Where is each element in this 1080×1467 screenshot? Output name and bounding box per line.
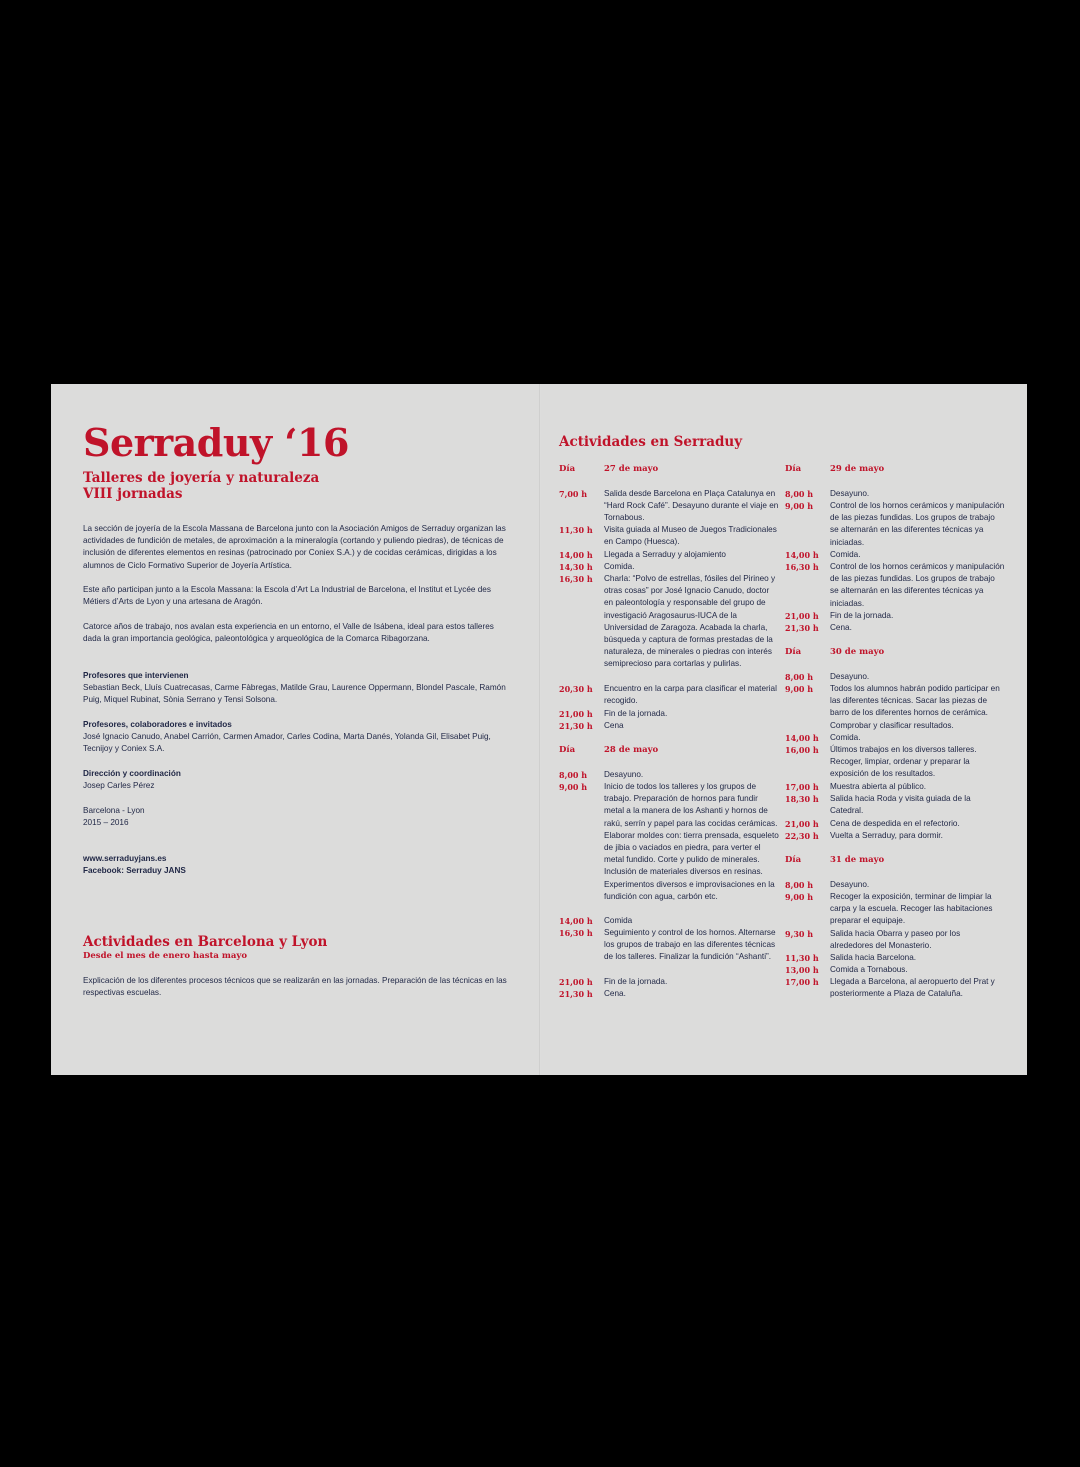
entry-text: Charla: “Polvo de estrellas, fósiles del Pirineo y otras cosas” por José Ignacio Canudo, doctor en paleontología y responsable del grupo de investigació Aragosaurus-IUCA de la Universidad de Zaragoza. Acabada la charla, búsqueda y captura de formas prestadas de la naturaleza, de minerales o piedras con interés semiprecioso para cortarlas y pulirlas. [604, 574, 776, 669]
entry-time: 14,00 h [559, 916, 593, 926]
activities-title: Actividades en Serraduy [559, 434, 743, 450]
entry-time: 14,30 h [559, 562, 593, 572]
day-label: Día [785, 647, 802, 657]
entry-text: Control de los hornos cerámicos y manipulación de las piezas fundidas. Los grupos de trabajo se alternarán en las diferentes técnicas ya iniciadas. [830, 562, 1005, 608]
day-date: 29 de mayo [830, 464, 885, 474]
entry-time: 21,00 h [559, 977, 593, 987]
colaboradores-list: José Ignacio Canudo, Anabel Carrión, Carmen Amador, Carles Codina, Marta Danés, Yolanda Gil, Elisabet Puig, Tecnijoy y Coniex S.A. [83, 732, 491, 754]
entry-text: Llegada a Serraduy y alojamiento [604, 550, 726, 559]
intro-paragraph-3: Catorce años de trabajo, nos avalan esta experiencia en un entorno, el Valle de Isábena, ideal para estos talleres dada la gran importancia geológica, paleontológica y arqueológica de la Comarca Ribagorzana. [83, 622, 494, 644]
entry-time: 16,30 h [559, 574, 593, 584]
place: Barcelona - Lyon [83, 806, 145, 815]
entry-time: 9,00 h [785, 501, 814, 511]
entry-time: 20,30 h [559, 684, 593, 694]
entry-time: 16,30 h [785, 562, 819, 572]
entry-time: 8,00 h [559, 770, 588, 780]
entry-text: Llegada a Barcelona, al aeropuerto del Prat y posteriormente a Plaza de Cataluña. [830, 977, 995, 999]
day-header [559, 745, 658, 755]
entry-time: 11,30 h [559, 525, 593, 535]
entry-text: Desayuno. [830, 672, 870, 681]
subtitle-line-2: VIII jornadas [83, 486, 183, 502]
entry-time: 21,00 h [785, 819, 819, 829]
day-date: 30 de mayo [830, 647, 885, 657]
entry-time: 14,00 h [559, 550, 593, 560]
entry-text: Encuentro en la carpa para clasificar el material recogido. [604, 684, 777, 706]
entry-time: 14,00 h [785, 733, 819, 743]
colaboradores-block [83, 719, 513, 756]
entry-time: 9,00 h [785, 892, 814, 902]
day-header [785, 647, 884, 657]
section-barcelona-lyon-text: Explicación de los diferentes procesos técnicos que se realizarán en las jornadas. Preparación de las técnicas en las respectivas escuelas. [83, 976, 507, 998]
day-label: Día [559, 464, 576, 474]
entry-text: Cena de despedida en el refectorio. [830, 819, 960, 828]
entry-time: 13,00 h [785, 965, 819, 975]
entry-time: 8,00 h [785, 880, 814, 890]
section-barcelona-lyon-subtitle: Desde el mes de enero hasta mayo [83, 951, 248, 961]
entry-text: Comida [604, 916, 633, 925]
entry-time: 9,00 h [559, 782, 588, 792]
entry-text: Fin de la jornada. [830, 611, 894, 620]
website-link[interactable]: www.serraduyjans.es [83, 854, 167, 863]
entry-time: 22,30 h [785, 831, 819, 841]
intro-paragraph-2: Este año participan junto a la Escola Massana: la Escola d’Art La Industrial de Barcelona, el Institut et Lycée des Métiers d’Arts de Lyon y una artesana de Aragón. [83, 585, 491, 607]
entry-text: Fin de la jornada. [604, 709, 668, 718]
day-header [785, 855, 884, 865]
entry-time: 14,00 h [785, 550, 819, 560]
entry-time: 11,30 h [785, 953, 819, 963]
entry-time: 8,00 h [785, 489, 814, 499]
years: 2015 – 2016 [83, 818, 129, 828]
entry-text: Comida a Tornabous. [830, 965, 908, 974]
direccion-name: Josep Carles Pérez [83, 781, 155, 791]
entry-text: Muestra abierta al público. [830, 782, 927, 791]
entry-text: Desayuno. [830, 489, 870, 498]
entry-time: 16,00 h [785, 745, 819, 755]
entry-text: Salida hacia Barcelona. [830, 953, 917, 962]
place-block [83, 805, 513, 829]
day-date: 27 de mayo [604, 464, 659, 474]
entry-text: Cena. [604, 989, 626, 998]
entry-text: Inicio de todos los talleres y los grupos de trabajo. Preparación de hornos para fundir metal a la manera de los Ashanti y hornos de rakú, serrín y papel para las cocidas cerámicas. Elaborar moldes con: tierra prensada, esqueleto de jibia o vaciados en piedra, para verter el metal fundido. Corte y pulido de minerales. Inclusión de materiales diversos en resinas. Experimentos diversos e improvisaciones en la fundición con agua, carbón etc. [604, 782, 779, 901]
day-date: 28 de mayo [604, 745, 659, 755]
entry-time: 21,00 h [559, 709, 593, 719]
entry-text: Comida. [830, 550, 861, 559]
profesores-list: Sebastian Beck, Lluís Cuatrecasas, Carme Fàbregas, Matilde Grau, Laurence Oppermann, Blondel Pascale, Ramón Puig, Miquel Rubinat, Sònia Serrano y Tensi Solsona. [83, 683, 506, 705]
entry-time: 18,30 h [785, 794, 819, 804]
entry-text: Control de los hornos cerámicos y manipulación de las piezas fundidas. Los grupos de trabajo se alternarán en las diferentes técnicas ya iniciadas. [830, 501, 1005, 547]
entry-time: 7,00 h [559, 489, 588, 499]
entry-time: 16,30 h [559, 928, 593, 938]
direccion-block [83, 768, 513, 792]
entry-text: Desayuno. [604, 770, 644, 779]
entry-time: 8,00 h [785, 672, 814, 682]
brochure-sheet [51, 384, 1027, 1075]
day-label: Día [785, 464, 802, 474]
entry-time: 9,00 h [785, 684, 814, 694]
entry-text: Desayuno. [830, 880, 870, 889]
entry-text: Todos los alumnos habrán podido participar en las diferentes técnicas. Sacar las piezas de barro de los diferentes hornos de cerámica. Comprobar y clasificar resultados. [830, 684, 1000, 730]
entry-text: Seguimiento y control de los hornos. Alternarse los grupos de trabajo en las diferentes técnicas de los talleres. Finalizar la fundición “Ashanti”. [604, 928, 776, 962]
entry-time: 21,30 h [785, 623, 819, 633]
entry-text: Últimos trabajos en los diversos talleres. Recoger, limpiar, ordenar y preparar la exposición de los resultados. [830, 745, 977, 779]
entry-time: 9,30 h [785, 929, 814, 939]
entry-text: Fin de la jornada. [604, 977, 668, 986]
page-title: Serraduy ‘16 [83, 420, 349, 465]
contact-block [83, 853, 513, 877]
subtitle [83, 470, 319, 502]
direccion-label: Dirección y coordinación [83, 769, 181, 778]
day-header [559, 464, 658, 474]
entry-time: 17,00 h [785, 782, 819, 792]
profesores-block [83, 670, 513, 707]
entry-text: Comida. [604, 562, 635, 571]
entry-text: Comida. [830, 733, 861, 742]
day-label: Día [785, 855, 802, 865]
profesores-label: Profesores que intervienen [83, 671, 189, 680]
intro-paragraph-1: La sección de joyería de la Escola Massana de Barcelona junto con la Asociación Amigos de Serraduy organizan las actividades de fundición de metales, de aproximación a la mineralogía (cortando y puliendo piedras), de técnicas de inclusión de diferentes elementos en resinas (patrocinado por Coniex S.A.) y de cocidas cerámicas, dirigidas a los alumnos de Ciclo Formativo Superior de Joyería Artística. [83, 524, 506, 570]
facebook-link[interactable]: Facebook: Serraduy JANS [83, 866, 186, 876]
day-header [785, 464, 884, 474]
page-fold [539, 384, 541, 1075]
entry-text: Salida desde Barcelona en Plaça Catalunya en “Hard Rock Café”. Desayuno durante el viaje en Tornabous. [604, 489, 779, 523]
entry-text: Salida hacia Roda y visita guiada de la Catedral. [830, 794, 971, 816]
section-barcelona-lyon-title: Actividades en Barcelona y Lyon [83, 934, 328, 950]
entry-text: Recoger la exposición, terminar de limpiar la carpa y la escuela. Recoger las habitaciones preparar el equipaje. [830, 892, 993, 926]
entry-text: Visita guiada al Museo de Juegos Tradicionales en Campo (Huesca). [604, 525, 777, 547]
entry-text: Vuelta a Serraduy, para dormir. [830, 831, 943, 840]
colaboradores-label: Profesores, colaboradores e invitados [83, 720, 232, 729]
entry-text: Cena [604, 721, 624, 730]
entry-time: 21,30 h [559, 721, 593, 731]
entry-text: Cena. [830, 623, 852, 632]
day-label: Día [559, 745, 576, 755]
entry-time: 21,30 h [559, 989, 593, 999]
entry-time: 17,00 h [785, 977, 819, 987]
entry-time: 21,00 h [785, 611, 819, 621]
day-date: 31 de mayo [830, 855, 885, 865]
subtitle-line-1: Talleres de joyería y naturaleza [83, 470, 320, 486]
entry-text: Salida hacia Obarra y paseo por los alrededores del Monasterio. [830, 929, 961, 951]
